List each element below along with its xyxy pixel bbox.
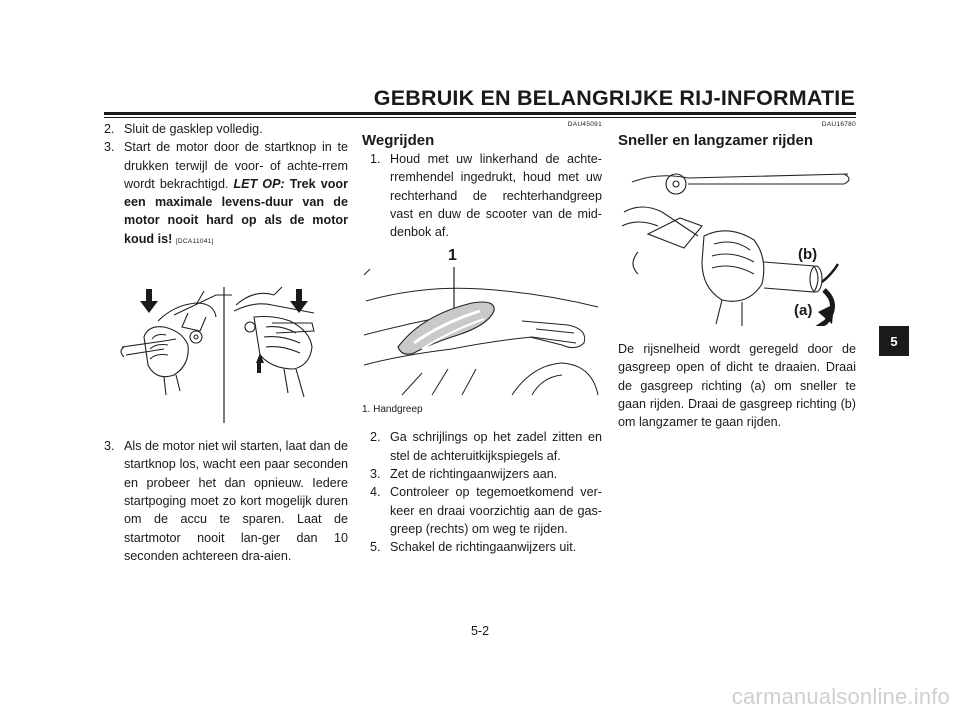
section-heading-wegrijden: Wegrijden bbox=[362, 132, 435, 149]
step-2: 2. Sluit de gasklep volledig. bbox=[104, 122, 263, 136]
start-illustration-svg bbox=[104, 265, 348, 423]
handgrip-svg bbox=[362, 245, 602, 397]
header-rule-thin bbox=[104, 117, 856, 118]
step-3-text: Start de motor door de startknop in te drukken terwijl de voor- of achte-rrem wordt bekrachtigd. bbox=[124, 140, 348, 191]
throttle-svg bbox=[618, 154, 856, 326]
page-header-title: GEBRUIK EN BELANGRIJKE RIJ-INFORMATIE bbox=[373, 86, 855, 110]
label-b: (b) bbox=[798, 246, 818, 263]
page-number: 5-2 bbox=[470, 624, 490, 638]
throttle-illustration bbox=[618, 154, 856, 326]
step-3b: 3. Als de motor niet wil starten, laat dan de startknop los, wacht een paar seconden en probeer het dan opnieuw. Iedere startpoging moet zo kort mogelijk duren om de accu te sparen. Laat de startmotor nooit lan-ger dan 10 seconden achtereen dra-aien. bbox=[104, 439, 349, 563]
speed-paragraph: De rijsnelheid wordt geregeld door de gasgreep open of dicht te draaien. Draai de gasgreep richting (a) om sneller te gaan rijden. Draai de gasgreep richting (b) om langzamer te gaan rijden. bbox=[618, 342, 856, 430]
middle-column bbox=[362, 120, 602, 557]
watermark: carmanualsonline.info bbox=[731, 684, 950, 709]
figure-label-1: 1 bbox=[448, 247, 457, 265]
step-3: 3. Start de motor door de startknop in te drukken terwijl de voor- of achte-rrem wordt bekrachtigd. LET OP: Trek voor een maximale levens-duur van de motor nooit hard op als de motor koud is! [DCA11041] bbox=[104, 140, 348, 246]
letop-label: LET OP: bbox=[233, 176, 285, 191]
right-column bbox=[618, 120, 856, 431]
step-1: 1. Houd met uw linkerhand de achte-rremhendel ingedrukt, houd met uw rechterhand de rechterhandgreep vast en duw de scooter van de mid-denbok af. bbox=[370, 152, 602, 240]
steps-list bbox=[362, 428, 602, 556]
header-rule bbox=[104, 112, 856, 115]
figure-caption: 1. Handgreep bbox=[362, 404, 423, 416]
chapter-tab: 5 bbox=[879, 326, 909, 356]
start-illustration bbox=[104, 265, 348, 423]
caution-code: [DCA11041] bbox=[175, 237, 214, 245]
step-4-mid: 4. Controleer op tegemoetkomend ver-keer en draai voorzichtig aan de gas-greep (rechts) om weg te rijden. bbox=[370, 485, 602, 536]
section-heading-speed: Sneller en langzamer rijden bbox=[618, 132, 814, 149]
handgrip-illustration bbox=[362, 245, 602, 397]
step-3-mid: 3. Zet de richtingaanwijzers aan. bbox=[370, 467, 558, 482]
section-code-right: DAU16780 bbox=[821, 121, 856, 128]
step-2-mid: 2. Ga schrijlings op het zadel zitten en stel de achteruitkijkspiegels af. bbox=[370, 430, 602, 463]
warning-text: Trek voor een maximale levens-duur van de motor nooit hard op als de motor koud is! bbox=[124, 176, 348, 246]
label-a: (a) bbox=[794, 302, 813, 319]
left-column bbox=[104, 120, 348, 565]
section-code: DAU45091 bbox=[567, 121, 602, 128]
step-5-mid: 5. Schakel de richtingaanwijzers uit. bbox=[370, 540, 577, 555]
